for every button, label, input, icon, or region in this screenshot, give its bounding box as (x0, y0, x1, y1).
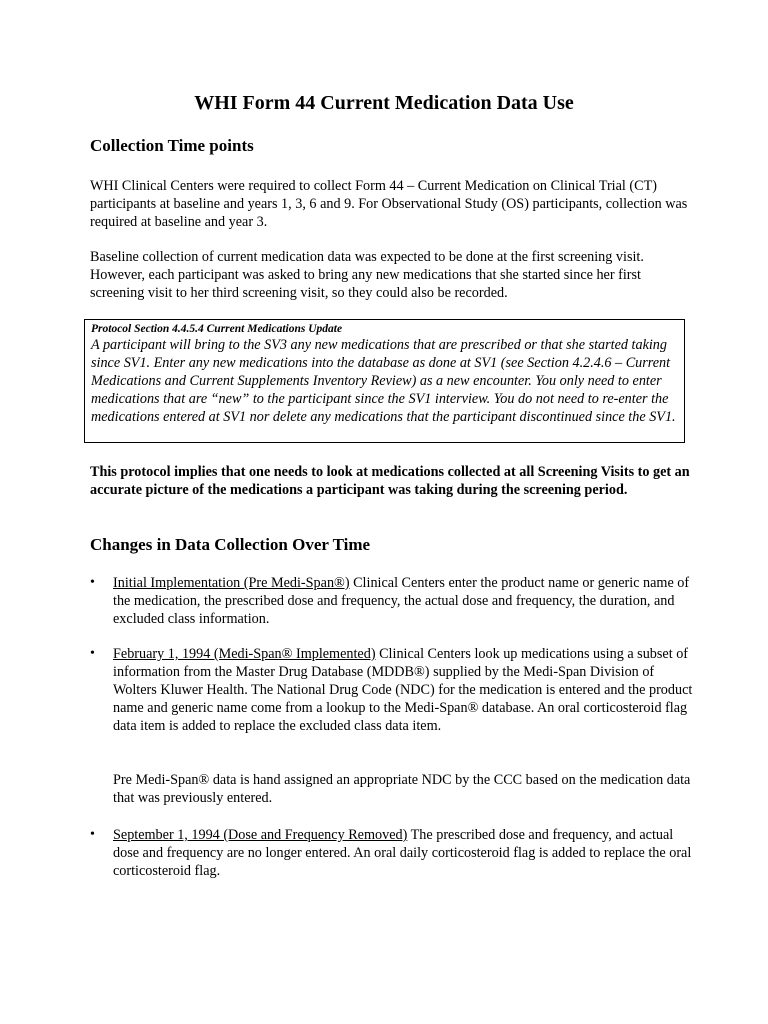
list-item-label: September 1, 1994 (Dose and Frequency Removed) (113, 827, 408, 843)
protocol-section-box (84, 319, 685, 443)
list-item-text (113, 645, 693, 735)
section-heading-changes-over-time: Changes in Data Collection Over Time (90, 535, 371, 554)
list-item-description: Clinical Centers enter the product name or generic name of the medication, the prescribed dose and frequency, the actual dose and frequency, the duration, and excluded class information. (113, 575, 690, 627)
list-item-text (113, 826, 693, 880)
list-item-description: The prescribed dose and frequency, and actual dose and frequency are no longer entered. An oral daily corticosteroid flag is added to replace the oral corticosteroid flag. (113, 827, 692, 879)
collection-paragraph-1: WHI Clinical Centers were required to collect Form 44 – Current Medication on Clinical Trial (CT) participants at baseline and years 1, 3, 6 and 9. For Observational Study (OS) participants, collection was required at baseline and year 3. (90, 178, 688, 230)
list-item-label: February 1, 1994 (Medi-Span® Implemented) (113, 646, 376, 662)
bullet-icon: • (90, 646, 95, 661)
list-item-description: Clinical Centers look up medications using a subset of information from the Master Drug Database (MDDB®) supplied by the Medi-Span Division of Wolters Kluwer Health. The National Drug Code (NDC) for the medication is entered and the product name and generic name come from a lookup to the Medi-Span® database. An oral corticosteroid flag data item is added to replace the excluded class data item. (113, 646, 693, 734)
document-title: WHI Form 44 Current Medication Data Use (194, 92, 574, 114)
medi-span-note-paragraph: Pre Medi-Span® data is hand assigned an appropriate NDC by the CCC based on the medication data that was previously entered. (113, 772, 691, 806)
protocol-section-body: A participant will bring to the SV3 any new medications that are prescribed or that she started taking since SV1. Enter any new medications into the database as done at SV1 (see Section 4.2.4.6 – Current Medications and Current Supplements Inventory Review) as a new encounter. You only need to enter medications that are “new” to the participant since the SV1 interview. You do not need to re-enter the medications entered at SV1 nor delete any medications that the participant discontinued since the SV1. (91, 337, 676, 425)
list-item-label: Initial Implementation (Pre Medi-Span®) (113, 575, 350, 591)
collection-paragraph-2: Baseline collection of current medication data was expected to be done at the first screening visit. However, each participant was asked to bring any new medications that she started since her first screening visit to her third screening visit, so they could also be recorded. (90, 249, 644, 301)
bullet-icon: • (90, 575, 95, 590)
bullet-icon: • (90, 827, 95, 842)
section-heading-collection-time-points: Collection Time points (90, 136, 254, 155)
list-item-text (113, 574, 693, 628)
protocol-implication: This protocol implies that one needs to look at medications collected at all Screening Visits to get an accurate picture of the medications a participant was taking during the screening period. (90, 464, 690, 498)
protocol-section-heading: Protocol Section 4.4.5.4 Current Medications Update (91, 323, 343, 335)
